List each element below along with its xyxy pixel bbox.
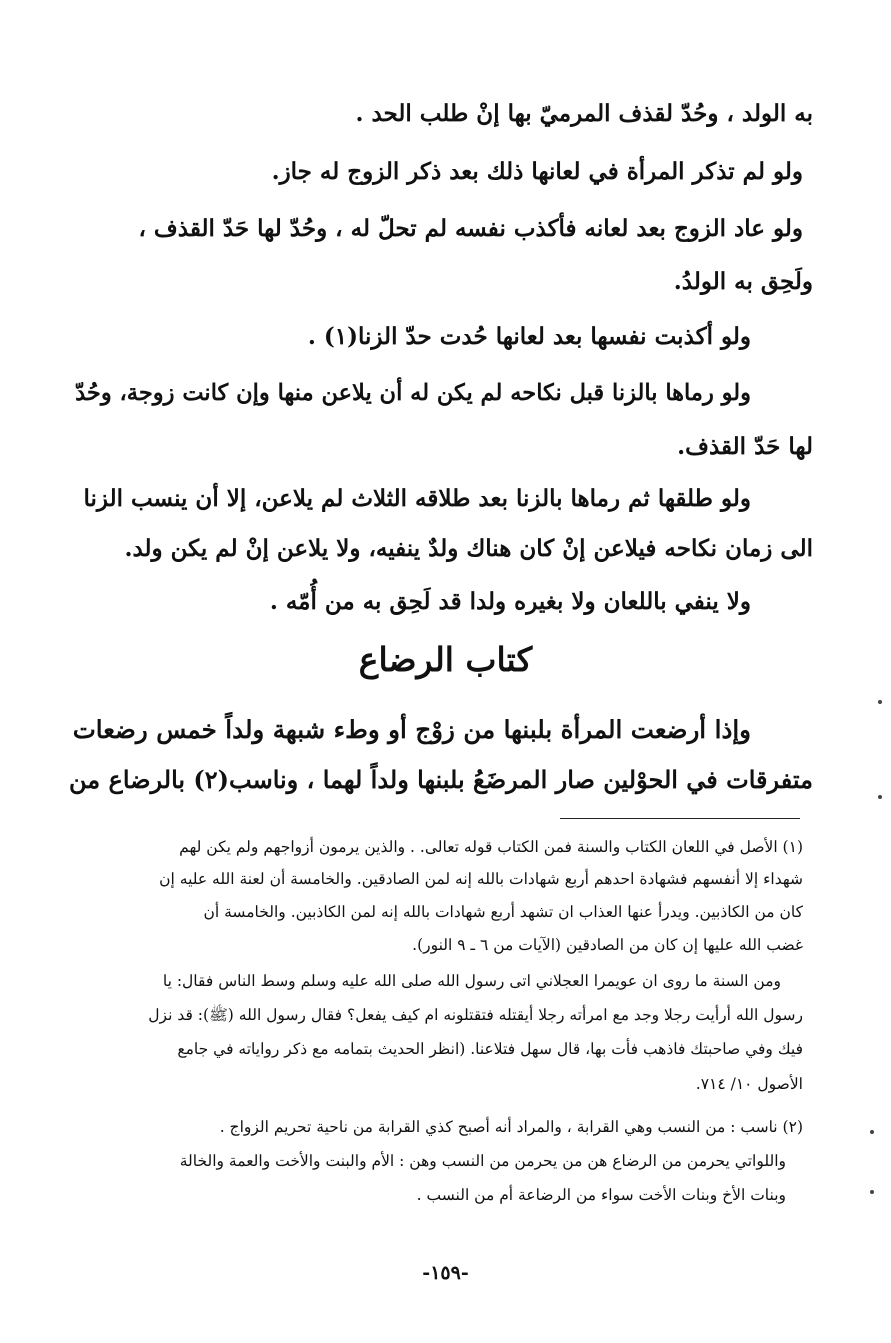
body-line: به الولد ، وحُدّ لقذف المرميّ بها إنْ طلب الحد . <box>355 100 813 127</box>
body-line: ولو طلقها ثم رماها بالزنا بعد طلاقه الثلاث لم يلاعن، إلا أن ينسب الزنا <box>83 485 751 512</box>
body-line: لها حَدّ القذف. <box>677 433 813 460</box>
chapter-heading: كتاب الرضاع <box>358 640 533 679</box>
body-line: ولو لم تذكر المرأة في لعانها ذلك بعد ذكر الزوج له جاز. <box>271 158 803 185</box>
footnote-line: (١) الأصل في اللعان الكتاب والسنة فمن الكتاب قوله تعالى. . والذين يرمون أزواجهم ولم يكن لهم <box>179 838 803 856</box>
footnote-line: كان من الكاذبين. ويدرأ عنها العذاب ان تشهد أربع شهادات بالله إنه لمن الكاذبين. والخامسة أن <box>203 903 803 921</box>
body-line: ولو عاد الزوج بعد لعانه فأكذب نفسه لم تحلّ له ، وحُدّ لها حَدّ القذف ، <box>138 215 803 242</box>
footnote-line: ومن السنة ما روى ان عويمرا العجلاني اتى رسول الله صلى الله عليه وسلم وسط الناس فقال: يا <box>162 972 781 990</box>
margin-dot <box>878 700 882 704</box>
margin-dot <box>870 1190 874 1194</box>
footnote-line: (٢) ناسب : من النسب وهي القرابة ، والمراد أنه أصبح كذي القرابة من ناحية تحريم الزواج . <box>219 1118 803 1136</box>
footnote-line: رسول الله أرأيت رجلا وجد مع امرأته رجلا أيقتله فتقتلونه ام كيف يفعل؟ فقال رسول الله (ﷺ): قد نزل <box>148 1006 803 1024</box>
section-line: متفرقات في الحوْلين صار المرضَعُ بلبنها ولداً لهما ، وناسب(٢) بالرضاع من <box>69 765 813 794</box>
footnote-line: شهداء إلا أنفسهم فشهادة احدهم أربع شهادات بالله إنه لمن الصادقين. والخامسة أن لعنة الله عليه إن <box>159 870 803 888</box>
page-number: -١٥٩- <box>422 1262 469 1284</box>
footnote-line: فيك وفي صاحبتك فاذهب فأت بها، قال سهل فتلاعنا. (انظر الحديث بتمامه مع ذكر رواياته في جامع <box>177 1040 803 1058</box>
body-line: الى زمان نكاحه فيلاعن إنْ كان هناك ولدٌ ينفيه، ولا يلاعن إنْ لم يكن ولد. <box>124 535 813 562</box>
body-line: ولو أكذبت نفسها بعد لعانها حُدت حدّ الزنا(١) . <box>307 323 751 350</box>
footnote-line: الأصول ١٠/ ٧١٤. <box>695 1075 803 1093</box>
footnote-line: غضب الله عليها إن كان من الصادقين (الآيات من ٦ ـ ٩ النور). <box>412 936 803 954</box>
body-line: ولو رماها بالزنا قبل نكاحه لم يكن له أن يلاعن منها وإن كانت زوجة، وحُدّ <box>75 380 751 406</box>
footnote-line: واللواتي يحرمن من الرضاع هن من يحرمن من النسب وهن : الأم والبنت والأخت والعمة والخالة <box>179 1152 786 1170</box>
body-line: ولا ينفي باللعان ولا بغيره ولدا قد لَحِق به من أُمّه . <box>269 588 751 615</box>
footnote-separator <box>560 818 800 819</box>
margin-dot <box>870 1130 874 1134</box>
section-line: وإذا أرضعت المرأة بلبنها من زوْج أو وطء شبهة ولداً خمس رضعات <box>72 715 751 744</box>
margin-dot <box>878 795 882 799</box>
body-line: ولَحِق به الولدُ. <box>673 268 813 295</box>
footnote-line: وبنات الأخ وبنات الأخت سواء من الرضاعة أم من النسب . <box>416 1186 786 1204</box>
